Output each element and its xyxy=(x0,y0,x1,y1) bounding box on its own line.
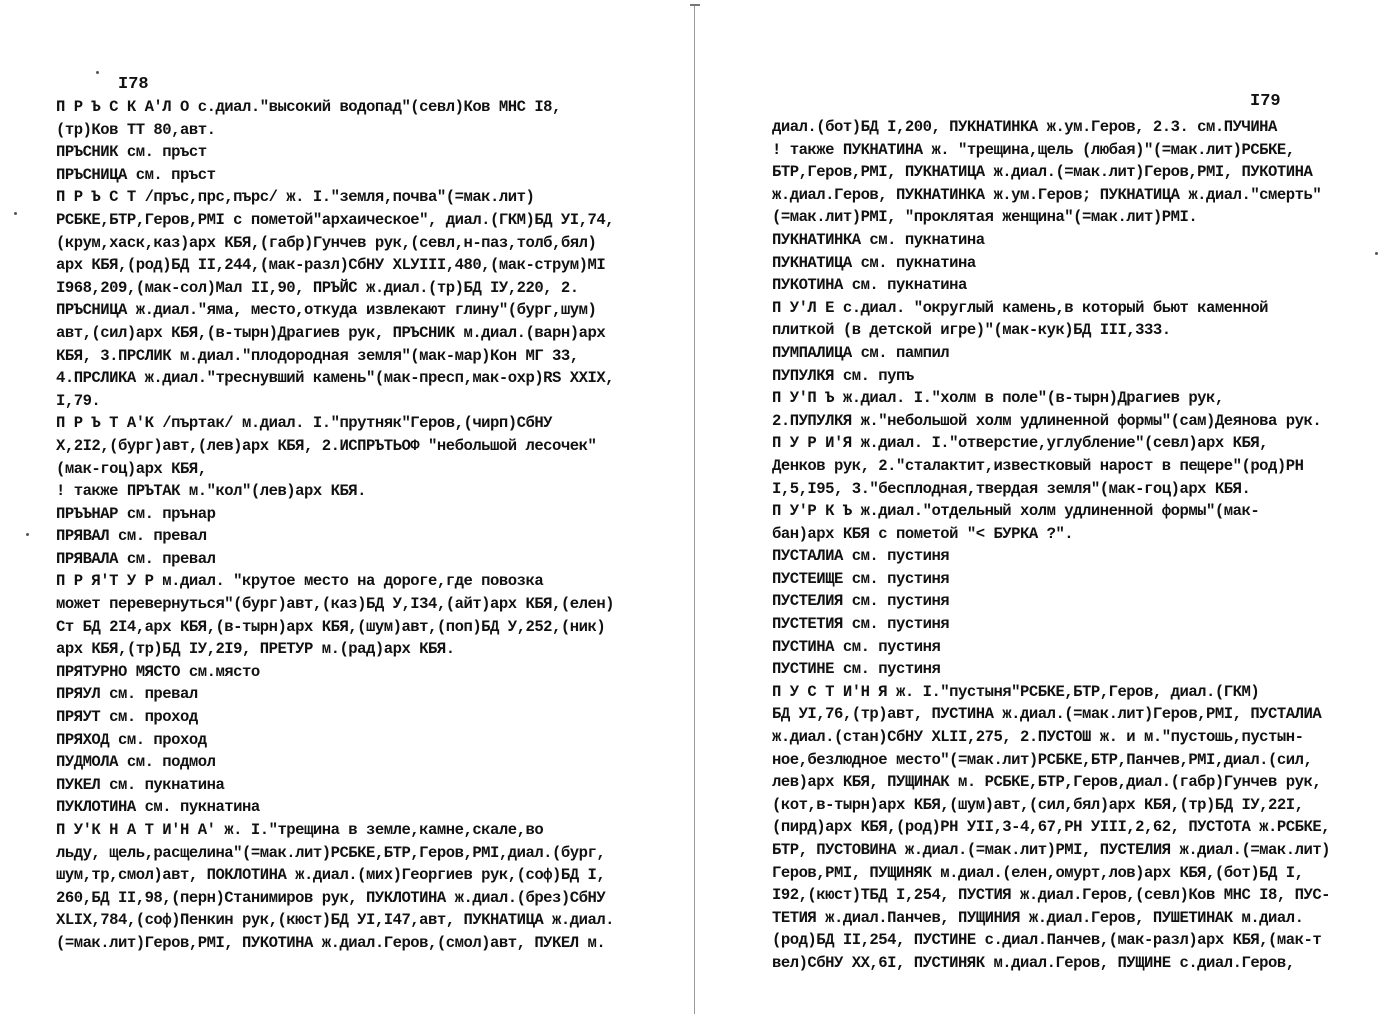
text-line: ПУСТАЛИА см. пустиня xyxy=(772,547,950,566)
text-line: 260,БД II,98,(перн)Станимиров рук, ПУКЛОТИНА ж.диал.(брез)СбНУ xyxy=(56,888,606,907)
text-line: арх КБЯ,(тр)БД IУ,2I9, ПРЕТУР м.(рад)арх КБЯ. xyxy=(56,640,455,659)
text-line: ное,безлюдное место"(=мак.лит)РСБКЕ,БТР,Панчев,РМI,диал.(сил, xyxy=(772,750,1313,769)
text-line: плиткой (в детской игре)"(мак-кук)БД III,333. xyxy=(772,321,1171,340)
text-line: 2.ПУПУЛКЯ ж."небольшой холм удлиненной формы"(сам)Деянова рук. xyxy=(772,411,1322,430)
text-line: ПУКЕЛ см. пукнатина xyxy=(56,775,225,794)
text-line: Геров,РМI, ПУЩИНЯК м.диал.(елен,омурт,лов)арх КБЯ,(бот)БД I, xyxy=(772,863,1304,882)
text-line: ПУСТИНЕ см. пустиня xyxy=(772,660,941,679)
text-line: ж.диал.Геров, ПУКНАТИНКА ж.ум.Геров; ПУКНАТИЦА ж.диал."смерть" xyxy=(772,185,1322,204)
text-line: ПУПУЛКЯ см. пупъ xyxy=(772,366,914,385)
text-line: П У'П Ъ ж.диал. I."холм в поле"(в-тырн)Драгиев рук, xyxy=(772,389,1224,408)
text-line: ПУКЛОТИНА см. пукнатина xyxy=(56,798,260,817)
text-line: I92,(кюст)ТБД I,254, ПУСТИЯ ж.диал.Геров,(севл)Ков МНС I8, ПУС- xyxy=(772,886,1331,905)
text-line: ПУКОТИНА см. пукнатина xyxy=(772,276,967,295)
page-number-right: I79 xyxy=(1250,92,1281,111)
text-line: ПРЪСНИЦА см. пръст xyxy=(56,165,216,184)
text-line: БТР, ПУСТОВИНА ж.диал.(=мак.лит)РМI, ПУСТЕЛИЯ ж.диал.(=мак.лит) xyxy=(772,841,1331,859)
text-line: П Р Я'Т У Р м.диал. "крутое место на дороге,где повозка xyxy=(56,572,544,591)
right-page-text xyxy=(772,116,1400,975)
right-page xyxy=(700,0,1400,1030)
text-line: I968,209,(мак-сол)Мал II,90, ПРЪЙС ж.диал.(тр)БД IУ,220, 2. xyxy=(56,278,579,297)
text-line: (пирд)арх КБЯ,(род)РН УII,3-4,67,РН УIII,2,62, ПУСТОТА ж.РСБКЕ, xyxy=(772,818,1331,837)
text-line: БД УI,76,(тр)авт, ПУСТИНА ж.диал.(=мак.лит)Геров,РМI, ПУСТАЛИА xyxy=(772,705,1322,724)
text-line: 4.ПРСЛИКА ж.диал."треснувший камень"(мак-пресп,мак-охр)RS XXIX, xyxy=(56,369,615,388)
text-line: ПРЯТУРНО МЯСТО см.място xyxy=(56,662,260,681)
text-line: ТЕТИЯ ж.диал.Панчев, ПУЩИНИЯ ж.диал.Геров, ПУШЕТИНАК м.диал. xyxy=(772,908,1304,927)
text-line: (род)БД II,254, ПУСТИНЕ с.диал.Панчев,(мак-разл)арх КБЯ,(мак-т xyxy=(772,931,1322,950)
text-line: П Р Ъ С К А'Л О с.диал."высокий водопад"(севл)Ков МНС I8, xyxy=(56,98,561,116)
text-line: Ст БД 2I4,арх КБЯ,(в-тырн)арх КБЯ,(шум)авт,(поп)БД У,252,(ник) xyxy=(56,617,606,636)
text-line: П Р Ъ Т А'К /пъртак/ м.диал. I."прутняк"Геров,(чирп)СбНУ xyxy=(56,414,553,433)
text-line: П У С Т И'Н Я ж. I."пустыня"РСБКЕ,БТР,Геров, диал.(ГКМ) xyxy=(772,682,1260,701)
text-line: ПУСТИНА см. пустиня xyxy=(772,637,941,656)
page-gutter xyxy=(694,4,695,1014)
left-page xyxy=(0,0,690,1030)
text-line: ПРЯУТ см. проход xyxy=(56,708,198,727)
text-line: ПУМПАЛИЦА см. пампил xyxy=(772,343,950,362)
text-line: ж.диал.(стан)СбНУ ХLII,275, 2.ПУСТОШ ж. и м."пустошь,пустын- xyxy=(772,728,1304,747)
text-line: ПУСТЕТИЯ см. пустиня xyxy=(772,615,950,634)
text-line: I,79. xyxy=(56,391,101,410)
text-line: ПРЯУЛ см. превал xyxy=(56,685,198,704)
text-line: шум,тр,смол)авт, ПОКЛОТИНА ж.диал.(мих)Георгиев рук,(соф)БД I, xyxy=(56,866,606,885)
page-number-left: I78 xyxy=(118,75,149,94)
scan-speck xyxy=(96,71,99,74)
text-line: РСБКЕ,БТР,Геров,РМI с пометой"архаическое", диал.(ГКМ)БД УI,74, xyxy=(56,210,615,229)
text-line: I,5,I95, 3."бесплодная,твердая земля"(мак-гоц)арх КБЯ. xyxy=(772,479,1251,498)
text-line: П У'К Н А Т И'Н А' ж. I."трещина в земле,камне,скале,во xyxy=(56,821,544,839)
text-line: (крум,хаск,каз)арх КБЯ,(габр)Гунчев рук,(севл,н-паз,толб,бял) xyxy=(56,233,597,252)
text-line: ПУДМОЛА см. подмол xyxy=(56,753,216,772)
text-line: Х,2I2,(бург)авт,(лев)арх КБЯ, 2.ИСПРЪТЬОФ "небольшой лесочек" xyxy=(56,436,597,455)
text-line: П У'Л Е с.диал. "округлый камень,в который бьют каменной xyxy=(772,298,1269,317)
text-line: ПРЪЪНАР см. прънар xyxy=(56,504,216,523)
text-line: ПУКНАТИЦА см. пукнатина xyxy=(772,253,976,272)
text-line: ПУСТЕИЩЕ см. пустиня xyxy=(772,569,950,588)
text-line: П Р Ъ С Т /пръс,прс,пърс/ ж. I."земля,почва"(=мак.лит) xyxy=(56,188,535,207)
text-line: ПРЪСНИЦА ж.диал."яма, место,откуда извлекают глину"(бург,шум) xyxy=(56,301,597,320)
text-line: диал.(бот)БД I,200, ПУКНАТИНКА ж.ум.Геров, 2.3. см.ПУЧИНА xyxy=(772,118,1277,136)
text-line: ПУСТЕЛИЯ см. пустиня xyxy=(772,592,950,611)
text-line: П У'Р К Ъ ж.диал."отдельный холм удлиненной формы"(мак- xyxy=(772,502,1260,521)
scan-speck xyxy=(26,533,29,536)
text-line: (=мак.лит)РМI, "проклятая женщина"(=мак.лит)РМI. xyxy=(772,208,1198,227)
text-line: может перевернуться"(бург)авт,(каз)БД У,I34,(айт)арх КБЯ,(елен) xyxy=(56,595,615,614)
text-line: ПУКНАТИНКА см. пукнатина xyxy=(772,230,985,249)
text-line: льду, щель,расщелина"(=мак.лит)РСБКЕ,БТР,Геров,РМI,диал.(бург, xyxy=(56,843,606,862)
text-line: КБЯ, 3.ПРСЛИК м.диал."плодородная земля"(мак-мар)Кон МГ 33, xyxy=(56,346,579,365)
text-line: П У Р И'Я ж.диал. I."отверстие,углубление"(севл)арх КБЯ, xyxy=(772,434,1269,453)
text-line: (мак-гоц)арх КБЯ, xyxy=(56,459,207,478)
text-line: (тр)Ков ТТ 80,авт. xyxy=(56,120,216,139)
text-line: арх КБЯ,(род)БД II,244,(мак-разл)СбНУ ХLУIII,480,(мак-струм)МI xyxy=(56,256,606,275)
scan-speck xyxy=(14,212,17,215)
text-line: авт,(сил)арх КБЯ,(в-тырн)Драгиев рук, ПРЪСНИК м.диал.(варн)арх xyxy=(56,323,606,342)
text-line: ПРЯВАЛ см. превал xyxy=(56,527,207,546)
text-line: ПРЯХОД см. проход xyxy=(56,730,207,749)
text-line: бан)арх КБЯ с пометой "< БУРКА ?". xyxy=(772,524,1074,543)
left-page-text xyxy=(56,96,686,955)
text-line: ! также ПУКНАТИНА ж. "трещина,щель (любая)"(=мак.лит)РСБКЕ, xyxy=(772,140,1295,159)
text-line: ХLIХ,784,(соф)Пенкин рук,(кюст)БД УI,I47,авт, ПУКНАТИЦА ж.диал. xyxy=(56,911,615,930)
text-line: лев)арх КБЯ, ПУЩИНАК м. РСБКЕ,БТР,Геров,диал.(габр)Гунчев рук, xyxy=(772,773,1322,792)
text-line: ПРЪСНИК см. пръст xyxy=(56,143,207,162)
text-line: Денков рук, 2."сталактит,известковый нарост в пещере"(род)РН xyxy=(772,456,1304,475)
text-line: вел)СбНУ ХХ,6I, ПУСТИНЯК м.диал.Геров, ПУЩИНЕ с.диал.Геров, xyxy=(772,953,1295,972)
text-line: (кот,в-тырн)арх КБЯ,(шум)авт,(сил,бял)арх КБЯ,(тр)БД IУ,22I, xyxy=(772,795,1304,814)
text-line: БТР,Геров,РМI, ПУКНАТИЦА ж.диал.(=мак.лит)Геров,РМI, ПУКОТИНА xyxy=(772,163,1313,182)
text-line: (=мак.лит)Геров,РМI, ПУКОТИНА ж.диал.Геров,(смол)авт, ПУКЕЛ м. xyxy=(56,933,606,952)
text-line: ! также ПРЪТАК м."кол"(лев)арх КБЯ. xyxy=(56,482,367,501)
text-line: ПРЯВАЛА см. превал xyxy=(56,549,216,568)
gutter-mark xyxy=(690,4,700,6)
